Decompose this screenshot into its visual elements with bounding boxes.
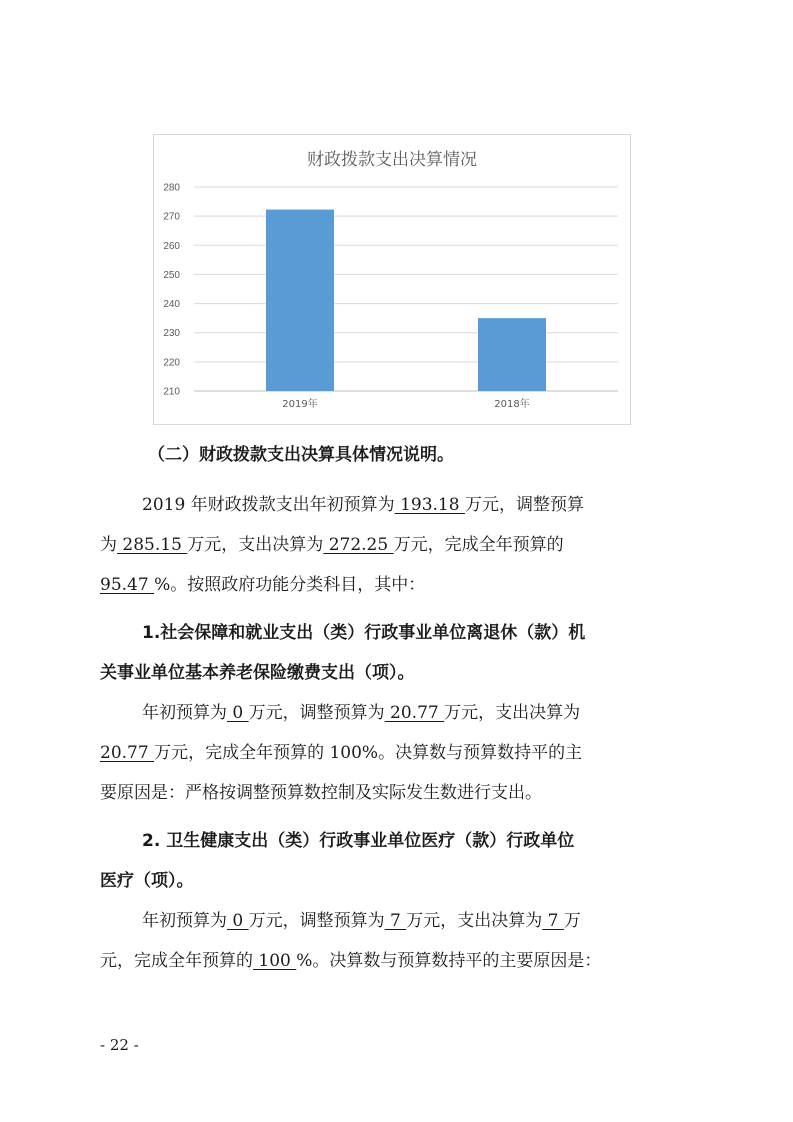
text: 2019 年财政拨款支出年初预算为 [142, 495, 395, 515]
text: %。决算数与预算数持平的主要原因是： [296, 951, 602, 971]
value: 0 [227, 703, 249, 723]
y-tick-label: 270 [163, 211, 180, 223]
text: 万 [563, 911, 581, 931]
item1-heading-cont: 关事业单位基本养老保险缴费支出（项）。 [100, 663, 415, 683]
paragraph-line [142, 490, 742, 515]
text: 万元，支出决算为 [406, 911, 543, 931]
text: 万元，调整预算为 [248, 703, 385, 723]
value: 285.15 [117, 535, 188, 555]
text: 年初预算为 [142, 703, 227, 723]
text: 万元，支出决算为 [187, 535, 324, 555]
chart-bars [266, 210, 546, 391]
chart-gridlines [194, 187, 618, 391]
value: 100 [253, 951, 297, 971]
value: 95.47 [100, 575, 155, 595]
paragraph-line [100, 530, 700, 555]
bar [478, 318, 546, 391]
value: 20.77 [100, 743, 155, 763]
y-tick-label: 260 [163, 240, 180, 252]
item2-heading-cont: 医疗（项）。 [100, 871, 194, 891]
value: 7 [384, 911, 407, 931]
text: 万元，完成全年预算的 [393, 535, 564, 555]
value: 0 [227, 911, 249, 931]
y-tick-label: 210 [163, 386, 180, 398]
paragraph-line [142, 698, 742, 723]
value: 7 [542, 911, 564, 931]
text: %。按照政府功能分类科目，其中： [154, 575, 426, 595]
y-tick-label: 280 [163, 182, 180, 194]
paragraph-line [142, 906, 742, 931]
y-tick-label: 240 [163, 299, 180, 311]
chart-title: 财政拨款支出决算情况 [307, 150, 477, 170]
item2-heading: 2. 卫生健康支出（类）行政事业单位医疗（款）行政单位 [142, 831, 575, 851]
text: 为 [100, 535, 117, 555]
paragraph-line: 要原因是：严格按调整预算数控制及实际发生数进行支出。 [100, 783, 542, 803]
section-heading: （二）财政拨款支出决算具体情况说明。 [148, 445, 454, 465]
y-tick-label: 220 [163, 357, 180, 369]
text: 万元，调整预算为 [248, 911, 385, 931]
value: 272.25 [323, 535, 394, 555]
expenditure-chart [153, 134, 631, 425]
x-category-label: 2018年 [494, 399, 530, 410]
paragraph-line [100, 570, 700, 595]
y-tick-label: 230 [163, 328, 180, 340]
value: 20.77 [384, 703, 445, 723]
y-tick-label: 250 [163, 269, 180, 281]
paragraph-line [100, 946, 700, 971]
paragraph-line [100, 738, 700, 763]
value: 193.18 [394, 495, 465, 515]
x-category-label: 2019年 [282, 399, 318, 410]
chart-canvas [154, 135, 630, 424]
page-number: - 22 - [100, 1036, 139, 1054]
text: 年初预算为 [142, 911, 227, 931]
text: 万元，支出决算为 [444, 703, 581, 723]
text: 万元，完成全年预算的 100%。决算数与预算数持平的主 [154, 743, 583, 763]
text: 万元，调整预算 [464, 495, 584, 515]
item1-heading: 1.社会保障和就业支出（类）行政事业单位离退休（款）机 [142, 623, 586, 643]
text: 元，完成全年预算的 [100, 951, 253, 971]
bar [266, 210, 334, 391]
